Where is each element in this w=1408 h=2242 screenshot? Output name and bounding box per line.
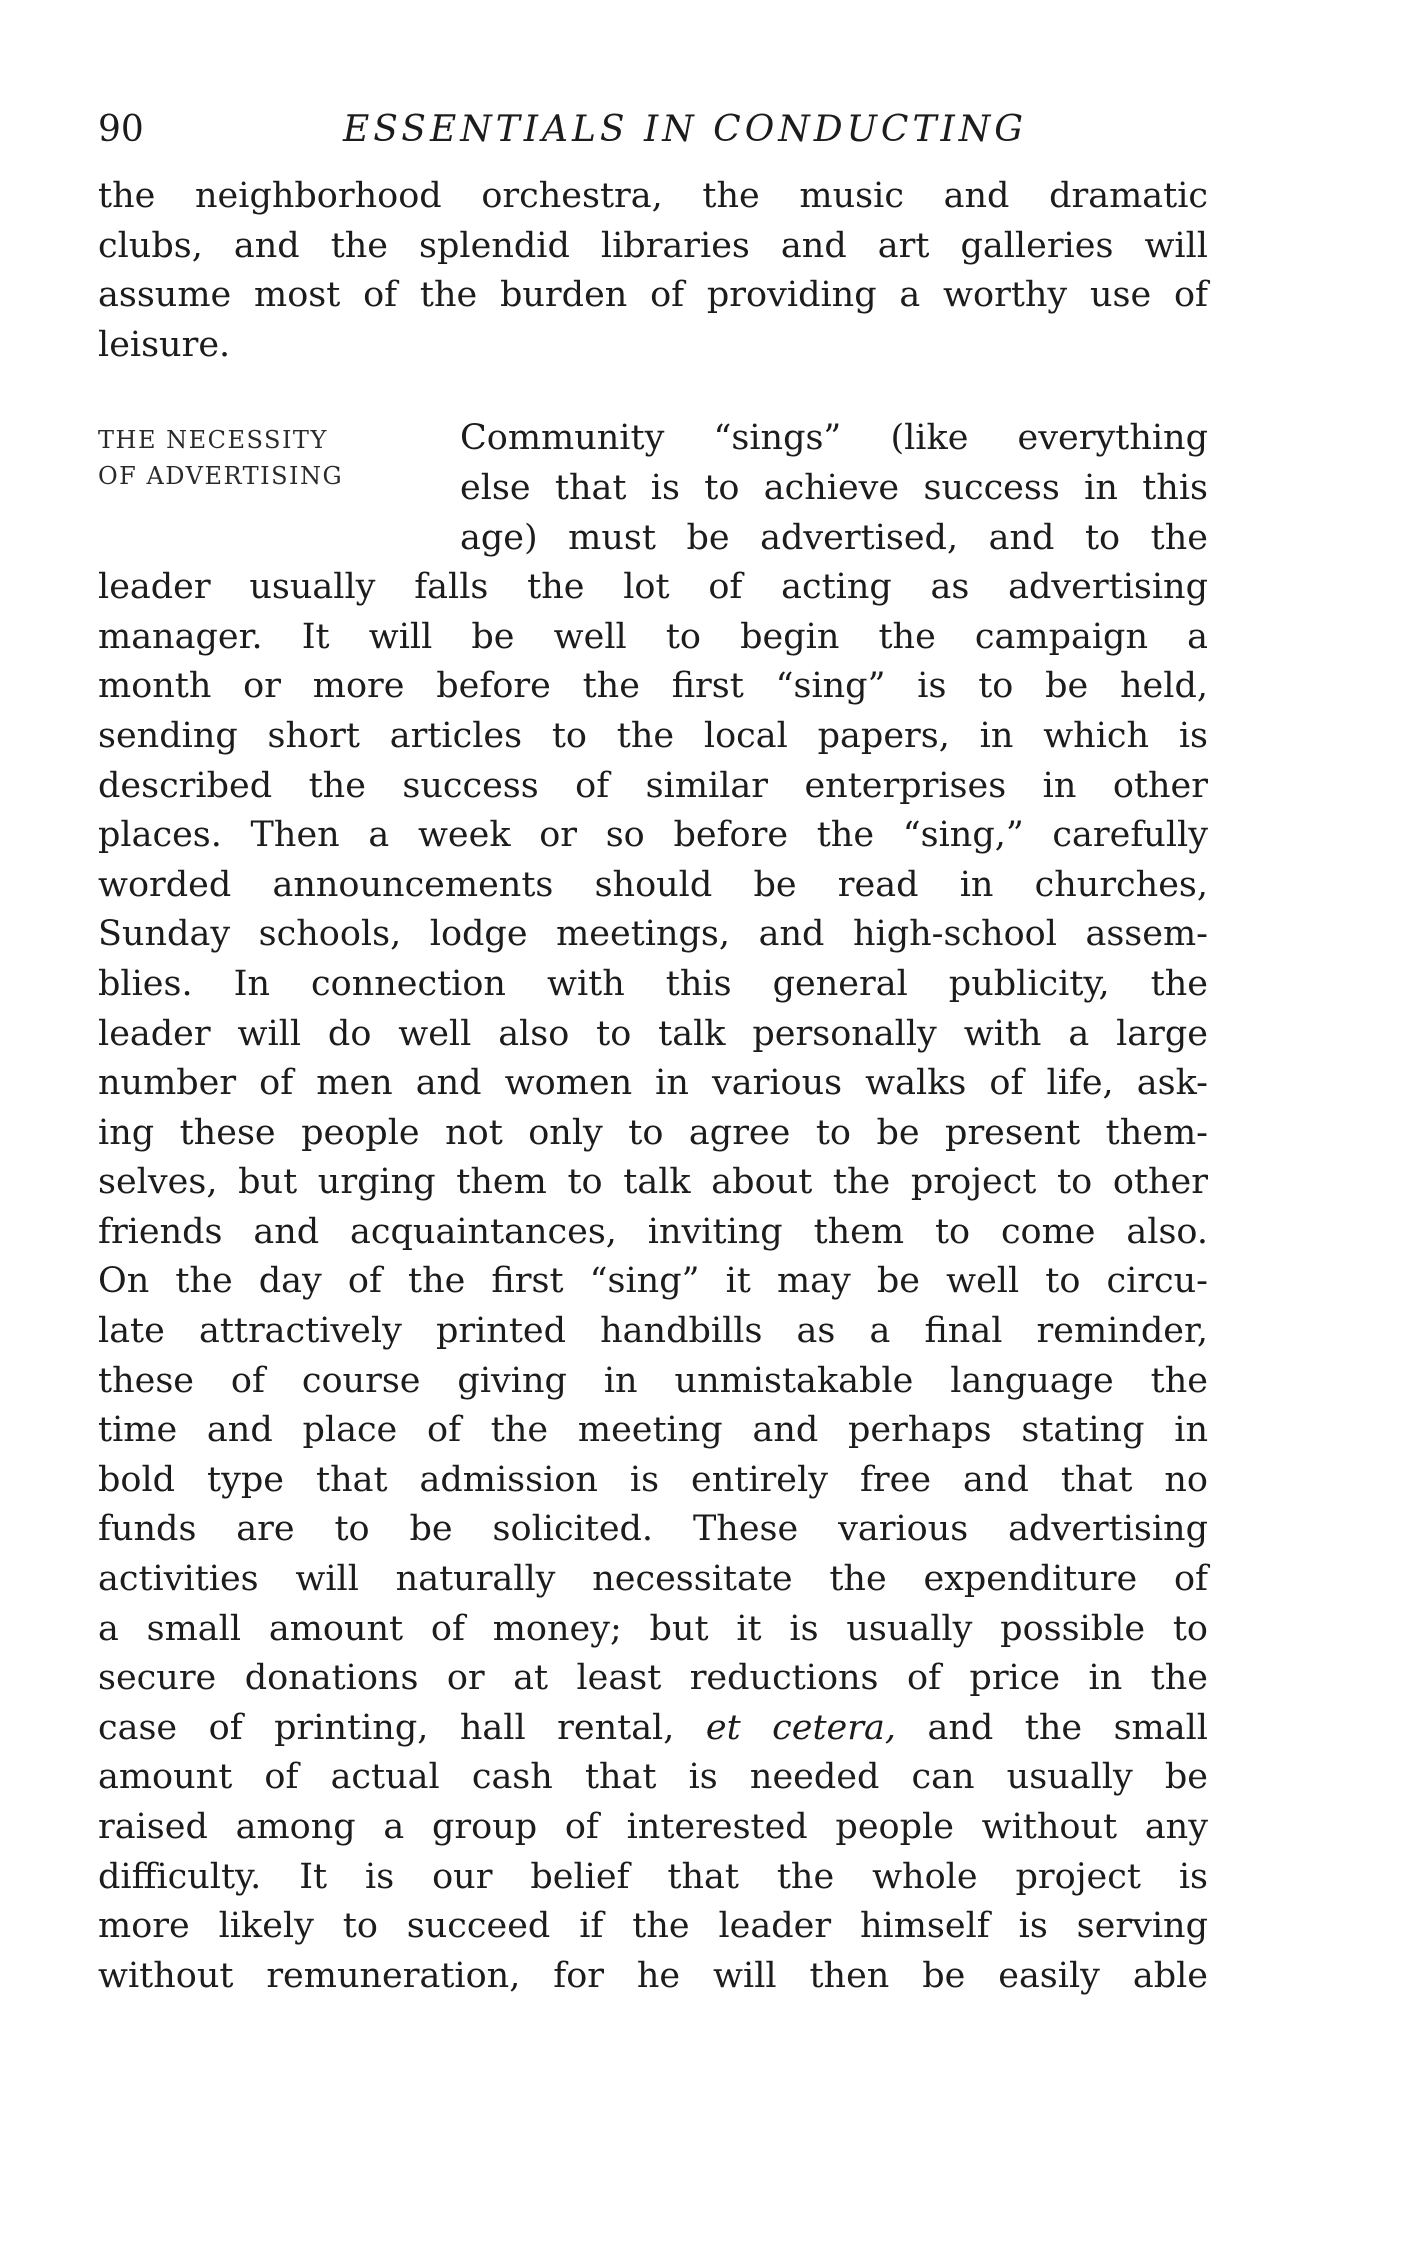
text-line: without remuneration, for he will then be easily able [98,1955,1208,1996]
page-number: 90 [98,109,144,150]
running-title: ESSENTIALS IN CONDUCTING [343,109,1027,150]
text-line: assume most of the burden of providing a worthy use of [98,275,1208,316]
text-line: blies. In connection with this general publicity, the [98,963,1208,1004]
text-line: age) must be advertised, and to the [460,517,1208,558]
text-line: secure donations or at least reductions of price in the [98,1658,1208,1699]
sidenote-line: THE NECESSITY [98,426,328,455]
text-run: case of printing, hall rental, [98,1707,706,1748]
sidenote-line: OF ADVERTISING [98,462,344,491]
italic-phrase: et cetera, [705,1707,896,1748]
text-line: selves, but urging them to talk about the project to other [98,1162,1208,1203]
text-line: On the day of the first “sing” it may be well to circu- [98,1261,1208,1302]
text-line: manager. It will be well to begin the campaign a [98,616,1208,657]
text-line: number of men and women in various walks of life, ask- [98,1063,1208,1104]
text-line: leader will do well also to talk personally with a large [98,1013,1208,1054]
text-line: ing these people not only to agree to be present them- [98,1112,1208,1153]
text-line: clubs, and the splendid libraries and art galleries will [98,225,1208,266]
text-line: raised among a group of interested people without any [98,1807,1208,1847]
text-line: more likely to succeed if the leader himself is serving [98,1906,1208,1947]
text-line: else that is to achieve success in this [460,467,1208,508]
text-line: sending short articles to the local papers, in which is [98,715,1208,756]
text-line: amount of actual cash that is needed can usually be [98,1757,1208,1798]
text-line-with-italic [98,1704,1208,1754]
text-line: time and place of the meeting and perhaps stating in [98,1410,1208,1451]
text-line: the neighborhood orchestra, the music and dramatic [98,176,1208,216]
text-line: difficulty. It is our belief that the whole project is [98,1856,1208,1897]
text-line: worded announcements should be read in churches, [98,864,1208,905]
text-run: and the small [895,1707,1208,1748]
text-line: a small amount of money; but it is usually possible to [98,1608,1208,1649]
text-line: these of course giving in unmistakable language the [98,1360,1208,1401]
running-head [98,100,1208,160]
text-line: activities will naturally necessitate the expenditure of [98,1559,1208,1600]
text-line: bold type that admission is entirely free and that no [98,1459,1208,1500]
text-line: friends and acquaintances, inviting them to come also. [98,1211,1208,1252]
text-line: Community “sings” (like everything [460,418,1208,459]
sidenote [98,422,428,494]
text-line: leisure. [98,324,231,365]
text-line: funds are to be solicited. These various advertising [98,1509,1208,1550]
text-line: month or more before the first “sing” is to be held, [98,666,1208,707]
text-line: Sunday schools, lodge meetings, and high-school assem- [98,914,1208,955]
book-page [98,100,1208,2001]
text-line: places. Then a week or so before the “sing,” carefully [98,815,1208,856]
text-line: late attractively printed handbills as a final reminder, [98,1311,1208,1352]
text-line: described the success of similar enterprises in other [98,765,1208,806]
text-line: leader usually falls the lot of acting as advertising [98,567,1208,608]
section-advertising [98,414,1208,2001]
paragraph-one [98,172,1208,370]
